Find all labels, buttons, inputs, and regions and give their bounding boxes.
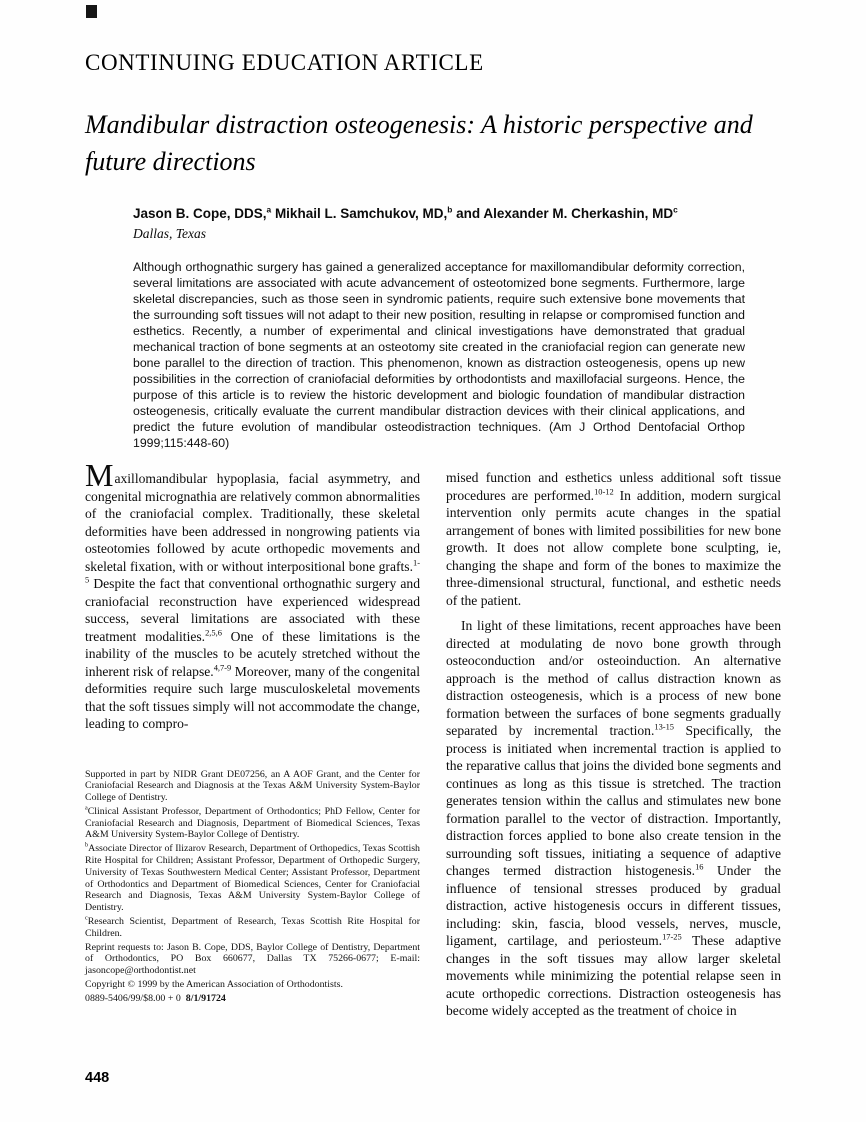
footnote-reprint-requests: Reprint requests to: Jason B. Cope, DDS, Baylor College of Dentistry, Department of Orthodontics, PO Box 660677, Dallas TX 75266-0677; E-mail: jasoncope@orthodontist.net <box>85 941 420 977</box>
footnote-affiliation-b: $^b$Associate Director of Ilizarov Research, Department of Orthopedics, Texas Scottish Rite Hospital for Children; Assistant Professor, Department of Orthopedic Surgery, University of Texas Southwestern Medical Center; Assistant Professor, Department of Orthodontics and Department of Biomedical Sciences, Center for Craniofacial Research and Diagnosis, Texas A&M University System-Baylor College of Dentistry. <box>85 842 420 914</box>
abstract-text: Although orthognathic surgery has gained a generalized acceptance for maxillomandibular deformity correction, several limitations are associated with acute advancement of osteotomized bone segments. Furthermore, large skeletal discrepancies, such as those seen in syndromic patients, require such extensive bone movements that the surrounding soft tissues will not adapt to their new position, resulting in relapse or compromised function and esthetics. Recently, a number of experimental and clinical investigations have demonstrated that gradual mechanical traction of bone segments at an osteotomy site created in the craniofacial region can generate new bone parallel to the direction of traction. This phenomenon, known as distraction osteogenesis, opens up new possibilities in the correction of craniofacial deformities by orthodontists and maxillofacial surgeons. Hence, the purpose of this article is to review the historic development and biologic foundation of mandibular distraction osteogenesis, critically evaluate the current mandibular distraction devices with their clinical applications, and predict the future evolution of mandibular osteodistraction techniques. (Am J Orthod Dentofacial Orthop 1999;115:448-60) <box>133 260 745 450</box>
raised-cap: M <box>85 457 114 493</box>
footnote-support: Supported in part by NIDR Grant DE07256, an A AOF Grant, and the Center for Craniofacial Research and Diagnosis at the Texas A&M University System-Baylor College of Dentistry. <box>85 768 420 804</box>
footnote-affiliation-c: $^c$Research Scientist, Department of Research, Texas Scottish Rite Hospital for Children. <box>85 915 420 939</box>
page-number: 448 <box>85 1070 110 1086</box>
author-location: Dallas, Texas <box>133 226 207 241</box>
scan-corner-mark <box>86 5 97 18</box>
footnote-copyright: Copyright © 1999 by the American Association of Orthodontists. <box>85 979 343 991</box>
author-line: Jason B. Cope, DDS,$^a$ Mikhail L. Samchukov, MD,$^b$ and Alexander M. Cherkashin, $MD^c$ <box>133 204 678 221</box>
footnote-affiliation-a: $^a$Clinical Assistant Professor, Department of Orthodontics; PhD Fellow, Center for Craniofacial Research and Diagnosis, Department of Biomedical Sciences, Texas A&M University System-Baylor College of Dentistry. <box>85 805 420 841</box>
footnotes-block <box>85 769 420 1005</box>
body-paragraph-1-text: axillomandibular hypoplasia, facial asymmetry, and congenital micrognathia are relatively common abnormalities of the craniofacial complex. Traditionally, these skeletal deformities have been addressed in nongrowing patients via osteotomies followed by acute orthopedic movements and skeletal fixation, with or without interpositional bone grafts.$^{1-5}$ Despite the fact that conventional orthognathic surgery and craniofacial reconstruction have experienced widespread success, several limitations are associated with these treatment modalities.$^{2,5,6}$ One of these limitations is the inability of the muscles to be acutely stretched without the inherent risk of relapse.$^{4,7-9}$ Moreover, many of the congenital deformities require such large musculoskeletal movements that the soft tissues simply will not accommodate the change, leading to compro- <box>85 471 420 731</box>
body-columns <box>85 457 781 1020</box>
right-column <box>446 469 781 1020</box>
footnote-issn-code: 0889-5406/99/$8.00 + 0 8/1/91724 <box>85 992 226 1004</box>
left-column <box>85 457 420 1020</box>
body-paragraph-2: mised function and esthetics unless additional soft tissue procedures are performed.$^{10-12}$ In addition, modern surgical intervention only permits acute changes in the spatial arrangement of bones with limited possibilities for new bone growth. It does not allow complete bone sculpting, ie, changing the shape and form of the bones to maximize the three-dimensional structural, functional, and esthetic needs of the patient. <box>446 470 781 608</box>
section-header: CONTINUING EDUCATION ARTICLE <box>85 50 484 75</box>
byline-block <box>133 205 745 451</box>
body-paragraph-3: In light of these limitations, recent approaches have been directed at modulating de novo bone growth through osteoconduction and/or osteoinduction. An alternative approach is the method of callus distraction known as distraction osteogenesis, which is a process of new bone formation between the surfaces of bone segments gradually separated by incremental traction.$^{13-15}$ Specifically, the process is initiated when incremental traction is applied to the reparative callus that joins the divided bone segments and continues as long as this tissue is stretched. The traction generates tension within the callus and stimulates new bone formation parallel to the vector of distraction. Importantly, distraction forces applied to bone also create tension in the surrounding soft tissues, initiating a sequence of adaptive changes termed distraction histogenesis.$^{16}$ Under the influence of tensional stresses produced by gradual distraction, active histogenesis occurs in different tissues, including: skin, fascia, blood vessels, nerves, muscle, ligament, cartilage, and periosteum.$^{17-25}$ These adaptive changes in the soft tissues may allow larger skeletal movements while minimizing the potential relapse seen in acute orthopedic corrections. Distraction osteogenesis has become widely accepted as the treatment of choice in <box>446 618 781 1018</box>
body-paragraph-1 <box>85 457 420 733</box>
article-title: Mandibular distraction osteogenesis: A historic perspective and future directions <box>85 110 753 176</box>
